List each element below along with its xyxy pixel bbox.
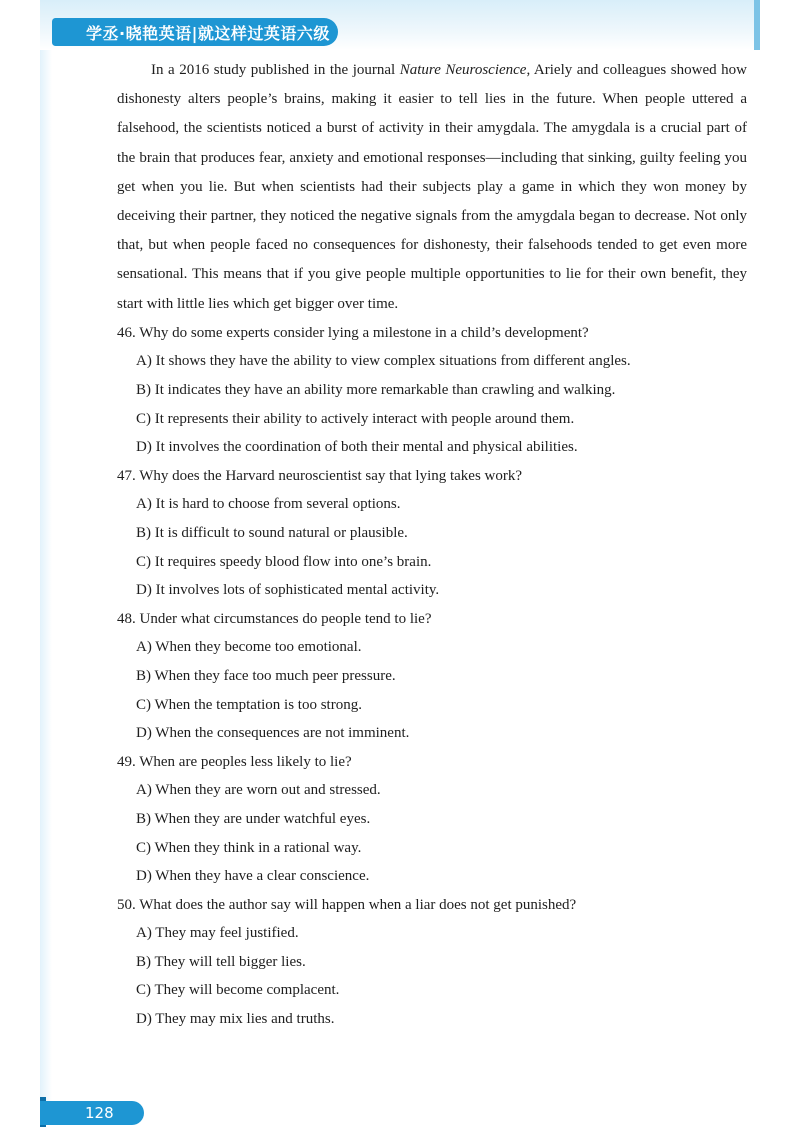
page-number: 128	[85, 1104, 114, 1122]
question-block	[117, 748, 747, 891]
question-text: When are peoples less likely to lie?	[139, 753, 352, 770]
answer-option: D) It involves lots of sophisticated mental activity.	[136, 582, 440, 599]
answer-option: D) It involves the coordination of both their mental and physical abilities.	[136, 439, 578, 456]
answer-option: D) When they have a clear conscience.	[136, 868, 370, 885]
question-stem	[117, 319, 747, 348]
question-stem	[117, 891, 747, 920]
answer-option: A) They may feel justified.	[136, 925, 299, 942]
answer-option: B) When they are under watchful eyes.	[136, 810, 371, 827]
passage-text: In a 2016 study published in the journal Nature Neuroscience, Ariely and colleagues showed how dishonesty alters people’s brains, making it easier to tell lies in the future. When people uttered a falsehood, the scientists noticed a burst of activity in their amygdala. The amygdala is a crucial part of the brain that produces fear, anxiety and emotional responses—including that sinking, guilty feeling you get when you lie. But when scientists had their subjects play a game in which they won money by deceiving their partner, they noticed the negative signals from the amygdala began to decrease. Not only that, but when people faced no consequences for dishonesty, their falsehoods tended to get even more sensational. This means that if you give people multiple opportunities to lie for their own benefit, they start with little lies which get bigger over time.	[117, 62, 747, 312]
answer-option: B) It indicates they have an ability more remarkable than crawling and walking.	[136, 382, 616, 399]
answer-option: D) They may mix lies and truths.	[136, 1011, 335, 1028]
question-number: 47.	[117, 467, 136, 484]
answer-option: A) When they become too emotional.	[136, 639, 362, 656]
book-title-banner	[52, 18, 338, 46]
question-list	[117, 319, 747, 1034]
answer-option: C) When the temptation is too strong.	[136, 696, 362, 713]
answer-option: B) It is difficult to sound natural or plausible.	[136, 524, 408, 541]
answer-option: B) They will tell bigger lies.	[136, 953, 306, 970]
answer-option: A) It shows they have the ability to view complex situations from different angles.	[136, 353, 631, 370]
question-text: What does the author say will happen when a liar does not get punished?	[139, 896, 577, 913]
question-block	[117, 605, 747, 748]
answer-option: D) When the consequences are not imminent.	[136, 725, 410, 742]
answer-option: A) It is hard to choose from several options.	[136, 496, 401, 513]
question-number: 46.	[117, 324, 136, 341]
book-title: 学丞·晓艳英语|就这样过英语六级	[86, 23, 330, 43]
question-text: Why do some experts consider lying a milestone in a child’s development?	[139, 324, 589, 341]
question-block	[117, 891, 747, 1034]
answer-option: B) When they face too much peer pressure.	[136, 667, 396, 684]
question-number: 50.	[117, 896, 136, 913]
journal-name: Nature Neuroscience	[399, 62, 527, 78]
question-block	[117, 462, 747, 605]
page-content	[117, 56, 747, 1034]
answer-option: A) When they are worn out and stressed.	[136, 782, 381, 799]
answer-option: C) When they think in a rational way.	[136, 839, 362, 856]
question-block	[117, 319, 747, 462]
answer-option: C) It requires speedy blood flow into one’s brain.	[136, 553, 432, 570]
question-stem	[117, 748, 747, 777]
question-stem	[117, 462, 747, 491]
answer-option: C) They will become complacent.	[136, 982, 340, 999]
header-edge-accent	[754, 0, 760, 50]
question-stem	[117, 605, 747, 634]
question-number: 48.	[117, 610, 136, 627]
passage-paragraph	[117, 56, 747, 319]
question-text: Why does the Harvard neuroscientist say that lying takes work?	[139, 467, 523, 484]
answer-option: C) It represents their ability to actively interact with people around them.	[136, 410, 575, 427]
question-number: 49.	[117, 753, 136, 770]
question-text: Under what circumstances do people tend to lie?	[139, 610, 432, 627]
left-margin-strip	[40, 50, 52, 1110]
